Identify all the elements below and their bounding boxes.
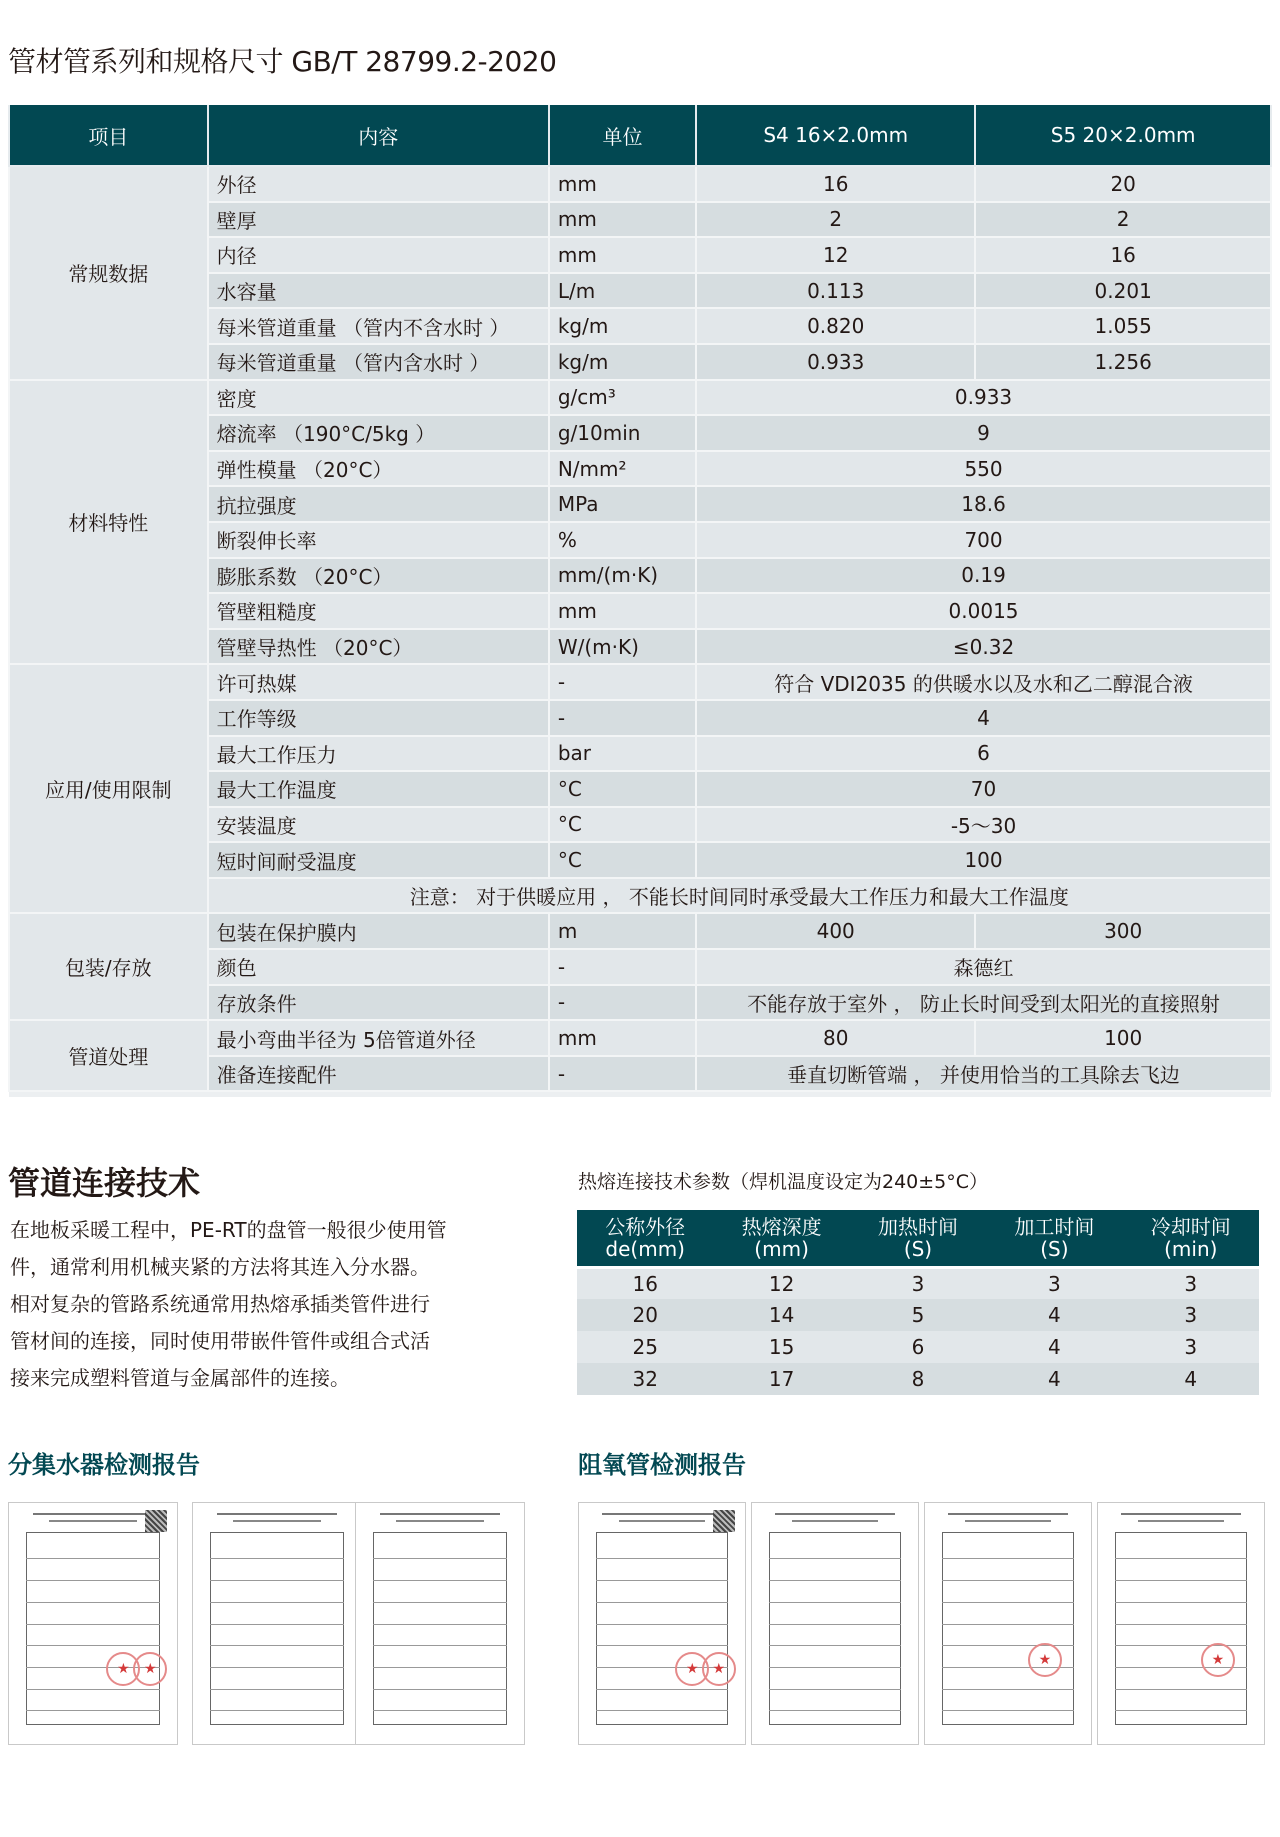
table-cell: 3: [1123, 1267, 1259, 1299]
table-row: [577, 1267, 1259, 1299]
table-cell: 3: [1123, 1299, 1259, 1331]
value-s5-cell: 1.256: [975, 344, 1271, 380]
category-cell: 应用/使用限制: [9, 664, 208, 913]
header-line: 热熔深度: [741, 1214, 822, 1239]
column-header: S5 20×2.0mm: [975, 105, 1271, 166]
report-table-line: [1115, 1710, 1248, 1711]
item-cell: 壁厚: [208, 202, 549, 238]
value-s5-cell: 1.055: [975, 308, 1271, 344]
table-cell: 3: [850, 1267, 986, 1299]
item-cell: 密度: [208, 380, 549, 416]
table-row: [577, 1299, 1259, 1331]
item-cell: 水容量: [208, 273, 549, 309]
unit-cell: mm: [549, 237, 696, 273]
manifold-report-thumbnail[interactable]: [192, 1502, 362, 1745]
category-cell: 材料特性: [9, 380, 208, 665]
report-table-line: [373, 1710, 507, 1711]
value-s4-cell: 12: [696, 237, 975, 273]
value-cell: 700: [696, 522, 1271, 558]
value-s4-cell: 0.933: [696, 344, 975, 380]
report-table-line: [942, 1580, 1075, 1581]
spec-table: [8, 105, 1272, 1097]
report-header-line: [396, 1520, 483, 1522]
paragraph-line: 在地板采暖工程中，PE-RT的盘管一般很少使用管: [10, 1218, 447, 1242]
unit-cell: mm: [549, 202, 696, 238]
unit-cell: mm: [549, 166, 696, 202]
item-cell: 最小弯曲半径为 5倍管道外径: [208, 1020, 549, 1056]
item-cell: 许可热媒: [208, 664, 549, 700]
unit-cell: -: [549, 664, 696, 700]
value-s4-cell: 80: [696, 1020, 975, 1056]
item-cell: 短时间耐受温度: [208, 842, 549, 878]
oxygen-pipe-report-thumbnail[interactable]: [1097, 1502, 1265, 1745]
value-s5-cell: 300: [975, 913, 1271, 949]
report-table-line: [942, 1558, 1075, 1559]
unit-cell: °C: [549, 771, 696, 807]
oxygen-pipe-report-heading: 阻氧管检测报告: [578, 1451, 746, 1479]
unit-cell: %: [549, 522, 696, 558]
value-cell: 70: [696, 771, 1271, 807]
value-cell: 不能存放于室外 ， 防止长时间受到太阳光的直接照射: [696, 985, 1271, 1021]
unit-cell: °C: [549, 842, 696, 878]
report-table-line: [769, 1602, 902, 1603]
header-line: 公称外径: [605, 1214, 686, 1239]
report-table-line: [26, 1710, 160, 1711]
unit-cell: kg/m: [549, 308, 696, 344]
column-header: [577, 1210, 713, 1267]
report-header-line: [233, 1520, 320, 1522]
table-row: [9, 1020, 1271, 1056]
table-cell: 4: [1123, 1363, 1259, 1395]
table-row: [9, 380, 1271, 416]
value-s4-cell: 0.820: [696, 308, 975, 344]
header-line: 加热时间: [877, 1214, 958, 1239]
report-table-line: [1115, 1602, 1248, 1603]
table-bottom-edge: [9, 1091, 1271, 1097]
report-header-line: [1121, 1513, 1241, 1515]
report-table-line: [26, 1689, 160, 1690]
unit-cell: mm/(m·K): [549, 558, 696, 594]
report-table-line: [769, 1710, 902, 1711]
report-header-line: [792, 1520, 878, 1522]
unit-cell: N/mm²: [549, 451, 696, 487]
report-table-line: [1115, 1558, 1248, 1559]
table-cell: 32: [577, 1363, 713, 1395]
value-cell: 森德红: [696, 949, 1271, 985]
unit-cell: mm: [549, 593, 696, 629]
report-header-line: [380, 1513, 501, 1515]
value-cell: 符合 VDI2035 的供暖水以及水和乙二醇混合液: [696, 664, 1271, 700]
seal-stamp-icon: ★: [133, 1652, 167, 1686]
paragraph-line: 接来完成塑料管道与金属部件的连接。: [10, 1366, 350, 1390]
report-table-frame: [596, 1532, 729, 1725]
unit-cell: -: [549, 949, 696, 985]
table-cell: 3: [1123, 1331, 1259, 1363]
unit-cell: °C: [549, 807, 696, 843]
note-cell: 注意： 对于供暖应用 ， 不能长时间同时承受最大工作压力和最大工作温度: [208, 878, 1271, 914]
report-table-line: [942, 1710, 1075, 1711]
item-cell: 弹性模量 （20°C）: [208, 451, 549, 487]
paragraph-line: 相对复杂的管路系统通常用热熔承插类管件进行: [10, 1292, 430, 1316]
value-s5-cell: 0.201: [975, 273, 1271, 309]
item-cell: 内径: [208, 237, 549, 273]
report-table-line: [373, 1558, 507, 1559]
report-table-line: [596, 1689, 729, 1690]
report-header-line: [49, 1520, 136, 1522]
value-s4-cell: 0.113: [696, 273, 975, 309]
unit-cell: bar: [549, 736, 696, 772]
column-header: [713, 1210, 849, 1267]
value-s4-cell: 16: [696, 166, 975, 202]
report-header-line: [217, 1513, 338, 1515]
report-table-line: [769, 1558, 902, 1559]
manifold-report-thumbnail[interactable]: [355, 1502, 525, 1745]
report-table-line: [942, 1689, 1075, 1690]
value-cell: 垂直切断管端 ， 并使用恰当的工具除去飞边: [696, 1056, 1271, 1092]
table-cell: 6: [850, 1331, 986, 1363]
unit-cell: W/(m·K): [549, 629, 696, 665]
table-cell: 5: [850, 1299, 986, 1331]
seal-stamp-icon: ★: [675, 1652, 709, 1686]
qr-code-icon: [145, 1510, 167, 1532]
report-table-frame: [769, 1532, 902, 1725]
report-table-line: [210, 1558, 344, 1559]
table-row: [9, 913, 1271, 949]
table-cell: 14: [713, 1299, 849, 1331]
column-header: [1123, 1210, 1259, 1267]
header-unit: (S): [1040, 1236, 1069, 1261]
table-cell: 15: [713, 1331, 849, 1363]
report-table-frame: [942, 1532, 1075, 1725]
item-cell: 断裂伸长率: [208, 522, 549, 558]
table-cell: 4: [986, 1331, 1122, 1363]
item-cell: 存放条件: [208, 985, 549, 1021]
manifold-report-thumbnail[interactable]: [8, 1502, 178, 1745]
value-cell: 0.0015: [696, 593, 1271, 629]
value-cell: 6: [696, 736, 1271, 772]
report-table-line: [210, 1645, 344, 1646]
report-table-line: [1115, 1689, 1248, 1690]
value-s5-cell: 16: [975, 237, 1271, 273]
report-table-line: [1115, 1624, 1248, 1625]
report-table-line: [769, 1580, 902, 1581]
report-header-line: [775, 1513, 895, 1515]
report-table-line: [26, 1645, 160, 1646]
report-table-line: [1115, 1580, 1248, 1581]
report-table-line: [596, 1602, 729, 1603]
value-s5-cell: 2: [975, 202, 1271, 238]
report-table-line: [769, 1645, 902, 1646]
item-cell: 每米管道重量 （管内含水时 ）: [208, 344, 549, 380]
header-unit: (mm): [754, 1236, 809, 1261]
table-cell: 25: [577, 1331, 713, 1363]
report-table-line: [210, 1667, 344, 1668]
report-table-line: [373, 1689, 507, 1690]
table-row: [577, 1331, 1259, 1363]
report-table-line: [596, 1710, 729, 1711]
column-header: [850, 1210, 986, 1267]
unit-cell: -: [549, 700, 696, 736]
report-table-line: [373, 1602, 507, 1603]
report-table-line: [942, 1602, 1075, 1603]
column-header: 内容: [208, 105, 549, 166]
report-table-line: [210, 1624, 344, 1625]
value-cell: 4: [696, 700, 1271, 736]
column-header: 项目: [9, 105, 208, 166]
unit-cell: m: [549, 913, 696, 949]
page-title: 管材管系列和规格尺寸 GB/T 28799.2-2020: [8, 45, 557, 78]
seal-stamp-icon: ★: [702, 1652, 736, 1686]
report-header-line: [948, 1513, 1068, 1515]
table-row: [577, 1363, 1259, 1395]
connection-heading: 管道连接技术: [8, 1164, 201, 1202]
report-table-line: [373, 1624, 507, 1625]
table-row: [9, 664, 1271, 700]
table-cell: 4: [986, 1299, 1122, 1331]
report-header-line: [602, 1513, 722, 1515]
header-unit: (min): [1164, 1236, 1218, 1261]
value-cell: ≤0.32: [696, 629, 1271, 665]
column-header: [986, 1210, 1122, 1267]
report-table-line: [210, 1689, 344, 1690]
table-cell: 4: [986, 1363, 1122, 1395]
value-cell: 0.933: [696, 380, 1271, 416]
value-cell: 0.19: [696, 558, 1271, 594]
fusion-table-caption: 热熔连接技术参数（焊机温度设定为240±5°C）: [578, 1171, 989, 1193]
unit-cell: g/10min: [549, 415, 696, 451]
report-table-line: [596, 1558, 729, 1559]
item-cell: 每米管道重量 （管内不含水时 ）: [208, 308, 549, 344]
item-cell: 熔流率 （190°C/5kg ）: [208, 415, 549, 451]
item-cell: 管壁粗糙度: [208, 593, 549, 629]
report-table-line: [210, 1710, 344, 1711]
report-table-frame: [1115, 1532, 1248, 1725]
item-cell: 管壁导热性 （20°C）: [208, 629, 549, 665]
item-cell: 安装温度: [208, 807, 549, 843]
table-cell: 16: [577, 1267, 713, 1299]
oxygen-pipe-report-thumbnail[interactable]: [751, 1502, 919, 1745]
value-s4-cell: 2: [696, 202, 975, 238]
report-table-frame: [373, 1532, 507, 1725]
value-s5-cell: 20: [975, 166, 1271, 202]
table-cell: 17: [713, 1363, 849, 1395]
item-cell: 抗拉强度: [208, 486, 549, 522]
report-table-line: [26, 1580, 160, 1581]
unit-cell: -: [549, 1056, 696, 1092]
value-cell: 550: [696, 451, 1271, 487]
report-table-line: [373, 1645, 507, 1646]
report-table-line: [26, 1602, 160, 1603]
report-table-line: [26, 1624, 160, 1625]
report-table-frame: [26, 1532, 160, 1725]
table-cell: 20: [577, 1299, 713, 1331]
item-cell: 准备连接配件: [208, 1056, 549, 1092]
manifold-report-heading: 分集水器检测报告: [8, 1451, 200, 1479]
seal-stamp-icon: ★: [1028, 1643, 1062, 1677]
report-table-frame: [210, 1532, 344, 1725]
report-table-line: [26, 1558, 160, 1559]
item-cell: 最大工作压力: [208, 736, 549, 772]
report-table-line: [596, 1645, 729, 1646]
unit-cell: g/cm³: [549, 380, 696, 416]
report-table-line: [596, 1624, 729, 1625]
unit-cell: L/m: [549, 273, 696, 309]
report-header-line: [965, 1520, 1051, 1522]
item-cell: 外径: [208, 166, 549, 202]
column-header: 单位: [549, 105, 696, 166]
paragraph-line: 管材间的连接，同时使用带嵌件管件或组合式活: [10, 1329, 430, 1353]
report-table-line: [596, 1580, 729, 1581]
qr-code-icon: [713, 1510, 735, 1532]
header-line: 加工时间: [1014, 1214, 1095, 1239]
fusion-table: [577, 1210, 1259, 1395]
report-table-line: [373, 1580, 507, 1581]
header-unit: (S): [903, 1236, 933, 1261]
column-header: S4 16×2.0mm: [696, 105, 975, 166]
seal-stamp-icon: ★: [106, 1652, 140, 1686]
table-row: [9, 166, 1271, 202]
report-header-line: [33, 1513, 154, 1515]
value-cell: 9: [696, 415, 1271, 451]
seal-stamp-icon: ★: [1201, 1643, 1235, 1677]
table-cell: 8: [850, 1363, 986, 1395]
report-table-line: [942, 1624, 1075, 1625]
category-cell: 管道处理: [9, 1020, 208, 1091]
value-s4-cell: 400: [696, 913, 975, 949]
connection-paragraph: [10, 1212, 500, 1397]
oxygen-pipe-report-thumbnail[interactable]: [578, 1502, 746, 1745]
unit-cell: kg/m: [549, 344, 696, 380]
header-line: 冷却时间: [1150, 1214, 1231, 1239]
unit-cell: MPa: [549, 486, 696, 522]
item-cell: 最大工作温度: [208, 771, 549, 807]
item-cell: 颜色: [208, 949, 549, 985]
report-table-line: [769, 1689, 902, 1690]
table-cell: 3: [986, 1267, 1122, 1299]
value-cell: 18.6: [696, 486, 1271, 522]
report-table-line: [210, 1580, 344, 1581]
item-cell: 工作等级: [208, 700, 549, 736]
item-cell: 包装在保护膜内: [208, 913, 549, 949]
unit-cell: -: [549, 985, 696, 1021]
report-header-line: [1138, 1520, 1224, 1522]
item-cell: 膨胀系数 （20°C）: [208, 558, 549, 594]
oxygen-pipe-report-thumbnail[interactable]: [924, 1502, 1092, 1745]
value-cell: 100: [696, 842, 1271, 878]
report-table-line: [373, 1667, 507, 1668]
report-table-line: [769, 1667, 902, 1668]
header-unit: de(mm): [605, 1236, 685, 1261]
unit-cell: mm: [549, 1020, 696, 1056]
category-cell: 包装/存放: [9, 913, 208, 1020]
value-s5-cell: 100: [975, 1020, 1271, 1056]
report-table-line: [769, 1624, 902, 1625]
paragraph-line: 件，通常利用机械夹紧的方法将其连入分水器。: [10, 1255, 430, 1279]
table-cell: 12: [713, 1267, 849, 1299]
report-header-line: [619, 1520, 705, 1522]
report-table-line: [210, 1602, 344, 1603]
category-cell: 常规数据: [9, 166, 208, 380]
value-cell: -5～30: [696, 807, 1271, 843]
